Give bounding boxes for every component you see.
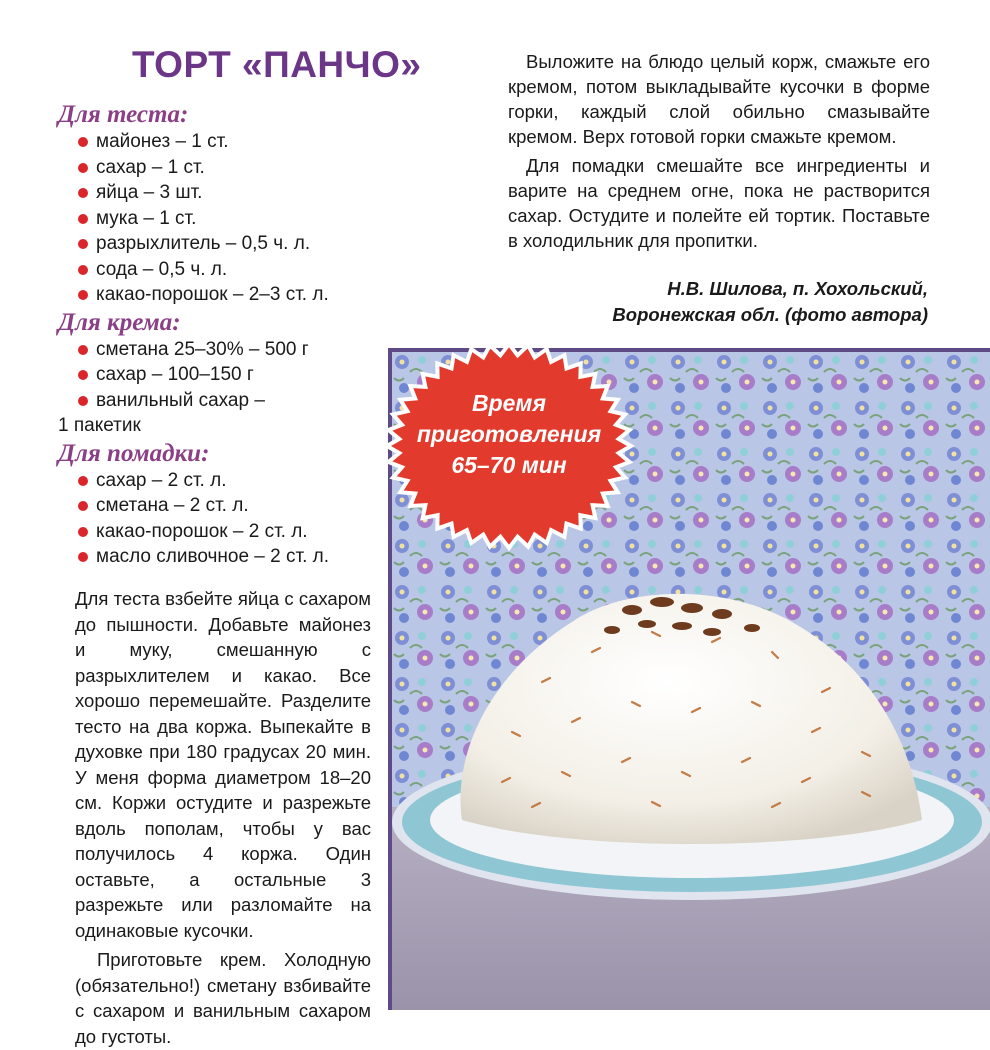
bullet-icon (78, 239, 88, 249)
cooking-time-badge (383, 340, 635, 552)
bullet-icon (78, 214, 88, 224)
bullet-icon (78, 370, 88, 380)
paragraph-dough: Для теста взбейте яйца с сахаром до пышности. Добавьте майонез и муку, смешанную с разрыхлителем и какао. Все хорошо перемешайте. Разделите тесто на два коржа. Выпекайте в духовке при 180 градусах 20 мин. У меня форма диаметром 18–20 см. Коржи остудите и разрежьте вдоль пополам, чтобы у вас получилось 4 коржа. Один оставьте, а остальные 3 разрежьте или разломайте на одинаковые кусочки. (75, 588, 371, 941)
list-item: сметана 25–30% – 500 г (58, 337, 378, 363)
bullet-icon (78, 345, 88, 355)
list-item: сода – 0,5 ч. л. (58, 257, 378, 283)
recipe-title: ТОРТ «ПАНЧО» (132, 44, 422, 85)
cream-heading: Для крема: (58, 308, 181, 336)
paragraph-fudge: Для помадки смешайте все ингредиенты и варите на среднем огне, пока не растворится сахар. Остудите и полейте ей тортик. Поставьте в холодильник для пропитки. (508, 155, 930, 251)
list-item: какао-порошок – 2–3 ст. л. (58, 282, 378, 308)
bullet-icon (78, 290, 88, 300)
list-item-continuation: 1 пакетик (58, 415, 141, 436)
list-item: майонез – 1 ст. (58, 129, 378, 155)
bullet-icon (78, 137, 88, 147)
bullet-icon (78, 188, 88, 198)
list-item: масло сливочное – 2 ст. л. (58, 544, 378, 570)
bullet-icon (78, 527, 88, 537)
badge-text (383, 388, 635, 481)
list-item: мука – 1 ст. (58, 206, 378, 232)
author-credit (612, 276, 928, 328)
paragraph-cream: Приготовьте крем. Холодную (обязательно!) сметану взбивайте с сахаром и ванильным сахаром до густоты. (75, 949, 371, 1047)
list-item: сахар – 1 ст. (58, 155, 378, 181)
list-item: сахар – 100–150 г (58, 362, 378, 388)
dough-list (58, 129, 378, 308)
list-item: ванильный сахар – 1 пакетик (58, 388, 378, 439)
list-item: разрыхлитель – 0,5 ч. л. (58, 231, 378, 257)
list-item: сметана – 2 ст. л. (58, 493, 378, 519)
bullet-icon (78, 501, 88, 511)
list-item: сахар – 2 ст. л. (58, 468, 378, 494)
fudge-heading: Для помадки: (58, 439, 210, 467)
cream-list (58, 337, 378, 439)
instructions-right (508, 49, 930, 253)
bullet-icon (78, 476, 88, 486)
author-region: Воронежская обл. (фото автора) (612, 304, 928, 325)
bullet-icon (78, 552, 88, 562)
bullet-icon (78, 396, 88, 406)
list-item: какао-порошок – 2 ст. л. (58, 519, 378, 545)
author-name: Н.В. Шилова, п. Хохольский, (667, 278, 928, 299)
badge-line-preparation: приготовления (416, 421, 602, 447)
ingredients-column (58, 100, 378, 570)
dough-heading: Для теста: (58, 101, 189, 128)
paragraph-assembly: Выложите на блюдо целый корж, смажьте его кремом, потом выкладывайте кусочки в форме горки, каждый слой обильно смазывайте кремом. Верх готовой горки смажьте кремом. (508, 51, 930, 147)
instructions-left (75, 586, 371, 1049)
badge-line-duration: 65–70 мин (451, 452, 567, 478)
badge-line-time: Время (471, 390, 546, 416)
fudge-list (58, 468, 378, 570)
list-item: яйца – 3 шт. (58, 180, 378, 206)
bullet-icon (78, 265, 88, 275)
bullet-icon (78, 163, 88, 173)
